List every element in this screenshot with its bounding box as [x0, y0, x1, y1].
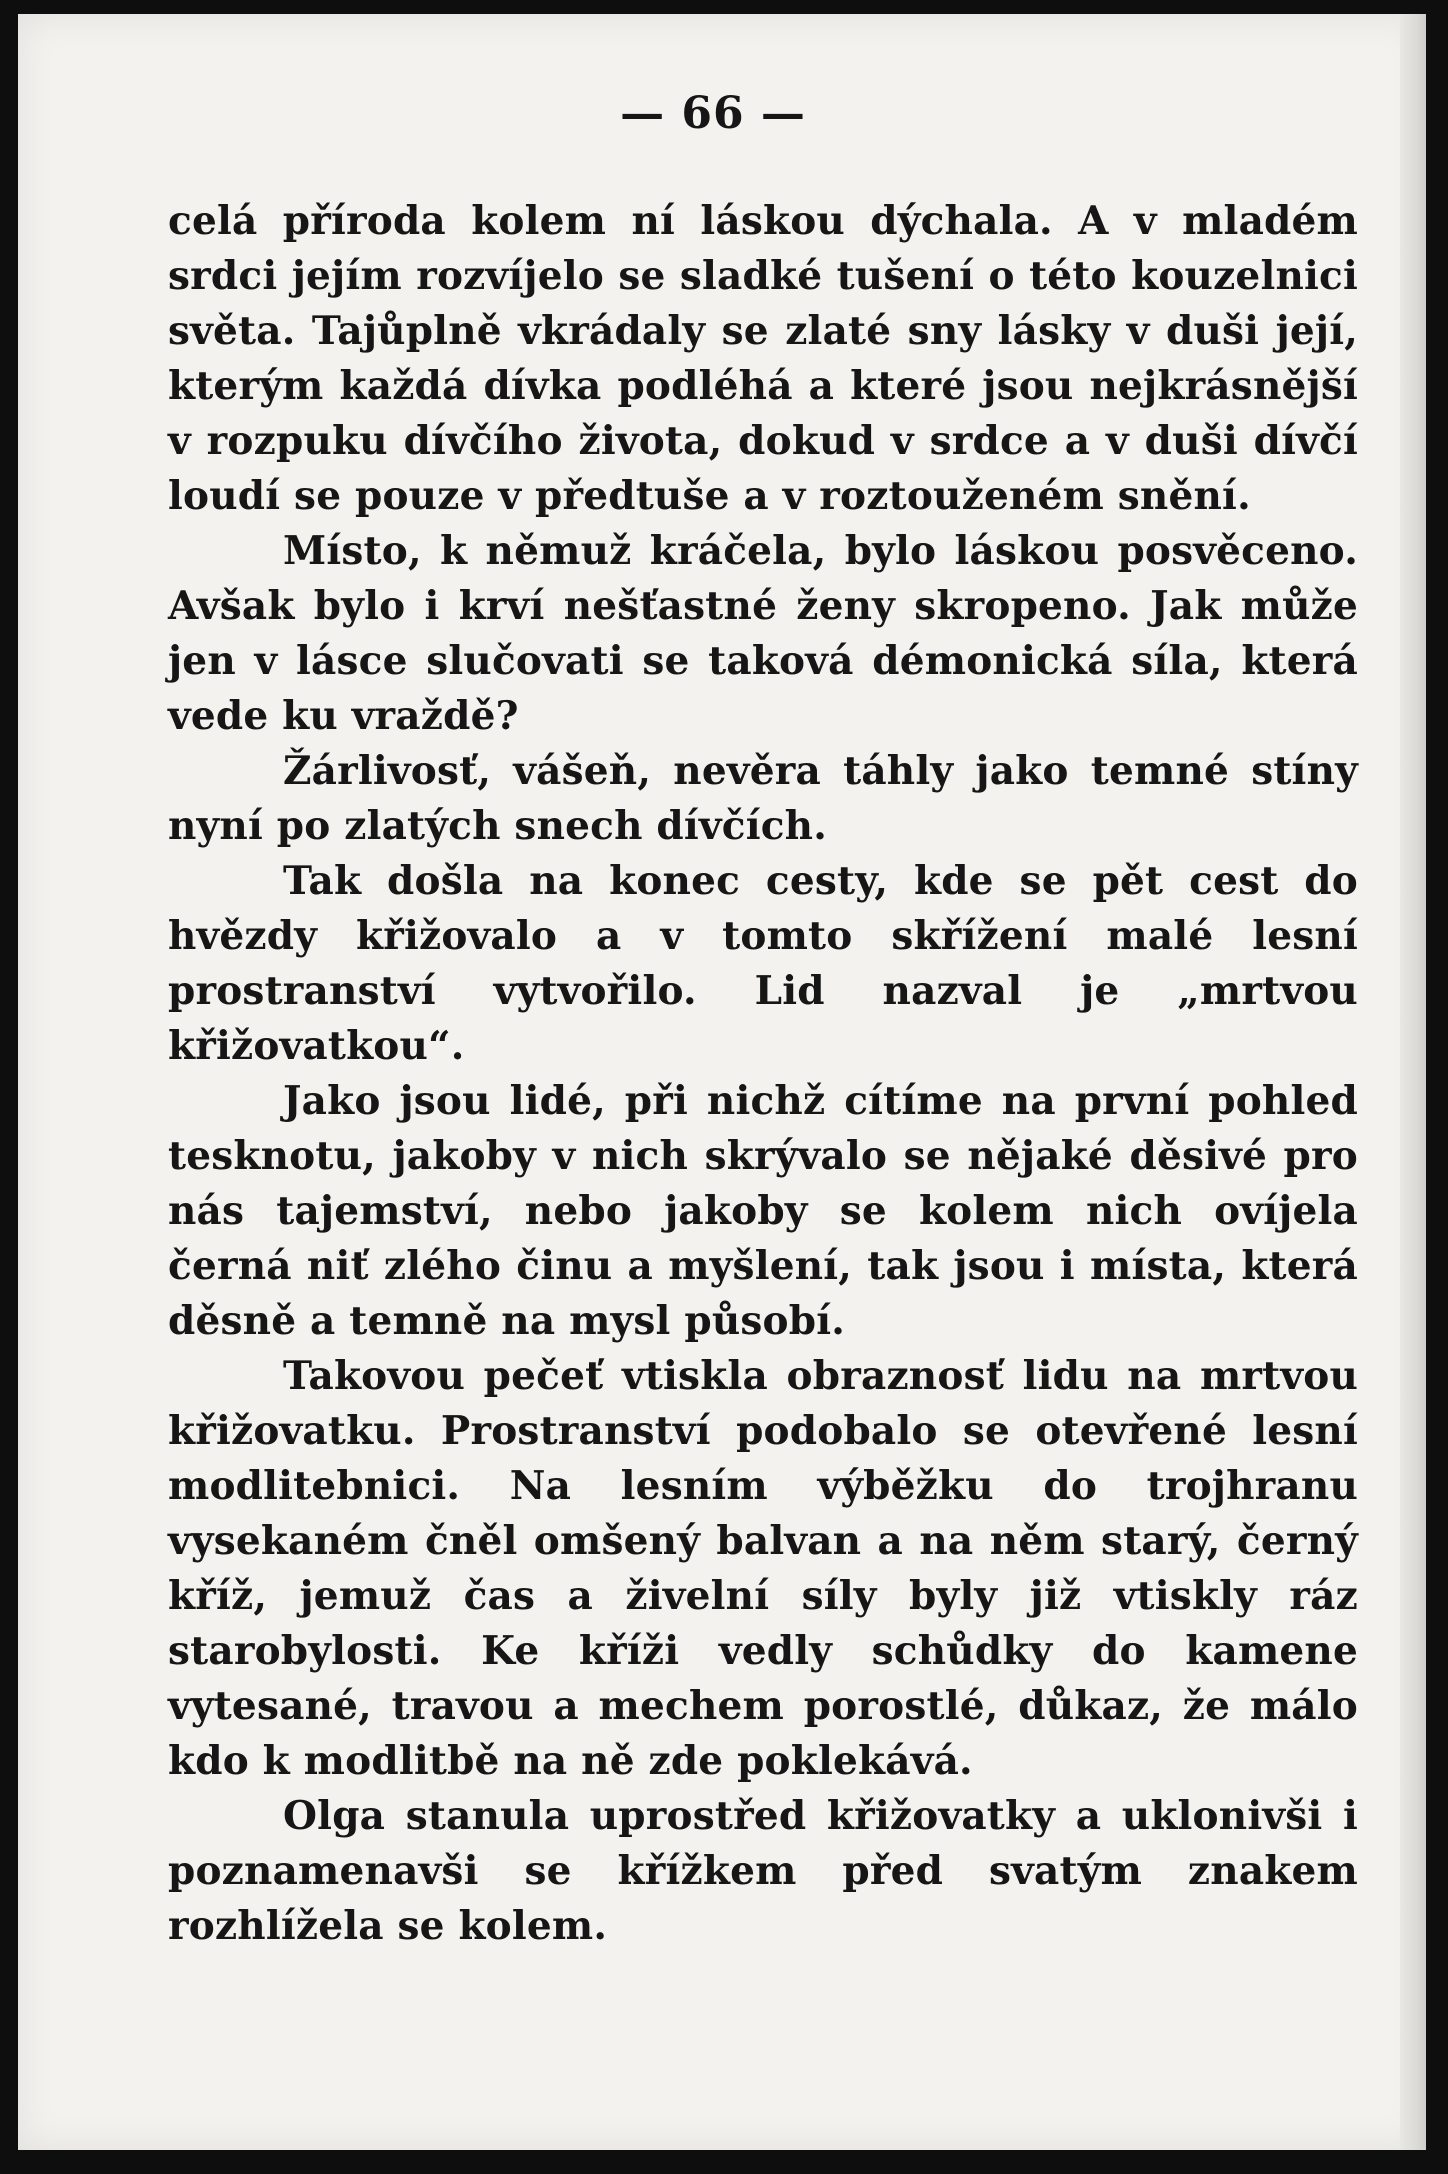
paragraph: Jako jsou lidé, při nichž cítíme na první pohled tesknotu, jakoby v nich skrývalo se nějaké děsivé pro nás tajemství, nebo jakoby se kolem nich ovíjela černá niť zlého činu a myšlení, tak jsou i místa, která děsně a temně na mysl působí. — [168, 1078, 1358, 1344]
paragraph: Místo, k němuž kráčela, bylo láskou posvěceno. Avšak bylo i krví nešťastné ženy skropeno. Jak může jen v lásce slučovati se taková démonická síla, která vede ku vraždě? — [168, 528, 1358, 739]
paragraph: Žárlivosť, vášeň, nevěra táhly jako temné stíny nyní po zlatých snech dívčích. — [168, 748, 1358, 849]
paragraph: Olga stanula uprostřed křižovatky a uklonivši i poznamenavši se křížkem před svatým znakem rozhlížela se kolem. — [168, 1793, 1358, 1949]
book-page — [18, 14, 1426, 2150]
paragraph: celá příroda kolem ní láskou dýchala. A v mladém srdci jejím rozvíjelo se sladké tušení o této kouzelnici světa. Tajůplně vkrádaly se zlaté sny lásky v duši její, kterým každá dívka podléhá a které jsou nejkrásnější v rozpuku dívčího života, dokud v srdce a v duši dívčí loudí se pouze v předtuše a v roztouženém snění. — [168, 198, 1358, 519]
page-number: — 66 — — [620, 88, 806, 139]
page-edge — [1400, 14, 1426, 2150]
body-text — [168, 194, 1358, 1954]
paragraph: Tak došla na konec cesty, kde se pět cest do hvězdy křižovalo a v tomto skřížení malé lesní prostranství vytvořilo. Lid nazval je „mrtvou křižovatkou“. — [168, 858, 1358, 1069]
paragraph: Takovou pečeť vtiskla obraznosť lidu na mrtvou křižovatku. Prostranství podobalo se otevřené lesní modlitebnici. Na lesním výběžku do trojhranu vysekaném čněl omšený balvan a na něm starý, černý kříž, jemuž čas a živelní síly byly již vtiskly ráz starobylosti. Ke kříži vedly schůdky do kamene vytesané, travou a mechem porostlé, důkaz, že málo kdo k modlitbě na ně zde poklekává. — [168, 1353, 1358, 1784]
